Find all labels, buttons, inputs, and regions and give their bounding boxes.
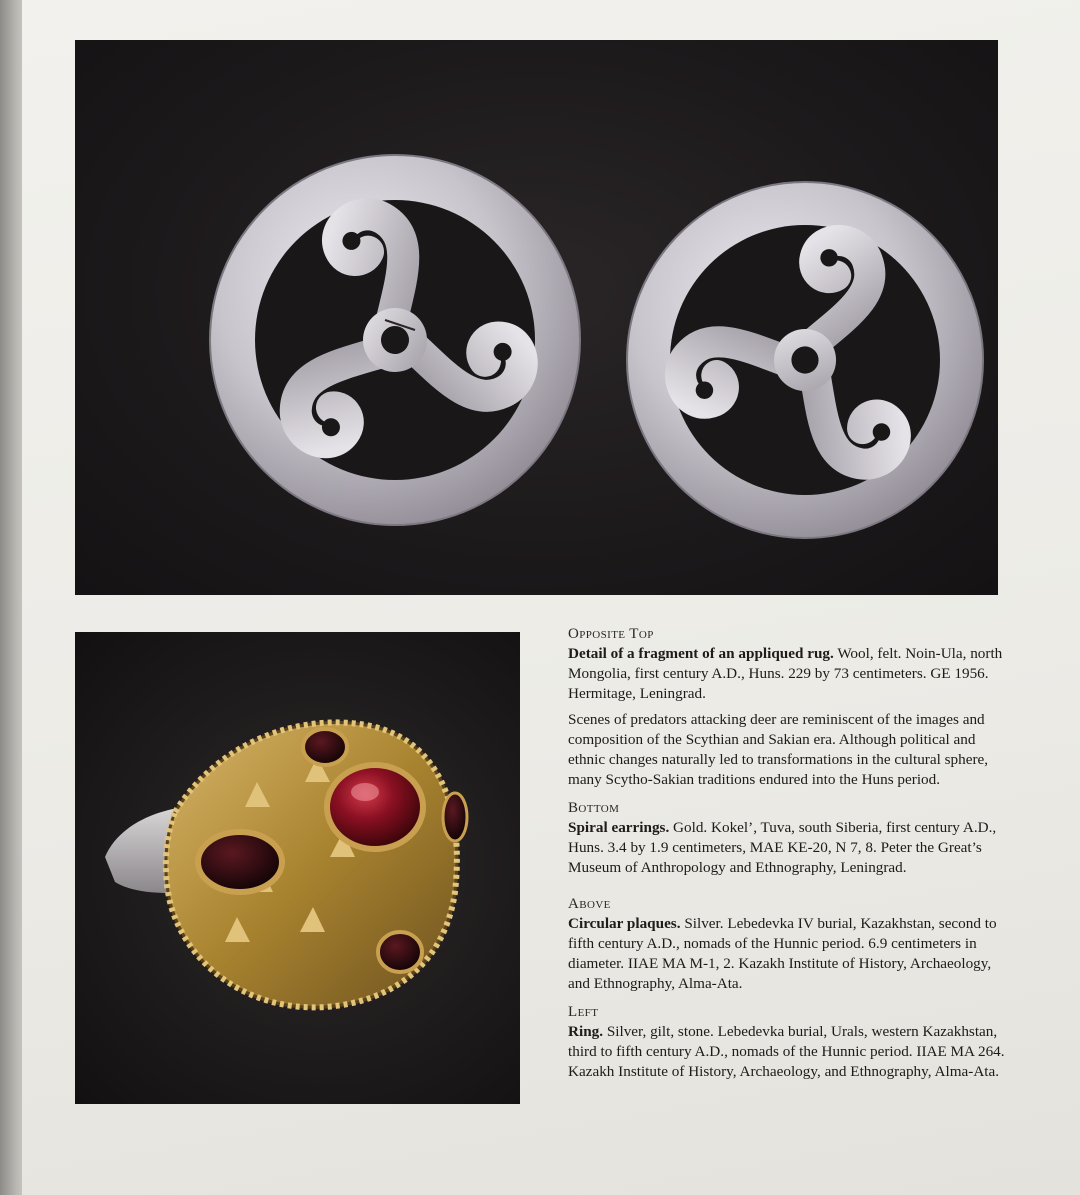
caption-label: Above	[568, 896, 611, 912]
plaque-right	[627, 182, 983, 538]
ring-illustration	[75, 632, 520, 1104]
photo-circular-plaques	[75, 40, 998, 595]
photo-ring	[75, 632, 520, 1104]
caption-label: Left	[568, 1004, 599, 1020]
caption-text: Silver, gilt, stone. Lebedevka burial, Urals, western Kazakhstan, third to fifth century A.D., nomads of the Hunnic period. IIAE MA 264. Kazakh Institute of History, Archaeology, and Ethnography, Alma-Ata.	[568, 1023, 1005, 1080]
caption-paragraph: Scenes of predators attacking deer are reminiscent of the images and composition of the Scythian and Sakian era. Although political and ethnic changes naturally led to transformations in the cultural sphere, many Scytho-Sakian traditions endured into the Huns period.	[568, 711, 989, 788]
circular-plaques-illustration	[75, 40, 998, 595]
caption-bottom	[568, 798, 1008, 878]
caption-text: Silver. Lebedevka IV burial, Kazakhstan, second to fifth century A.D., nomads of the Hunnic period. 6.9 centimeters in diameter. IIAE MA M-1, 2. Kazakh Institute of History, Archaeology, and Ethnography, Alma-Ata.	[568, 915, 997, 992]
plaque-left	[210, 155, 580, 525]
caption-title: Ring.	[568, 1023, 604, 1040]
caption-above	[568, 894, 1008, 994]
caption-body	[568, 914, 1008, 994]
caption-label: Opposite Top	[568, 626, 654, 642]
caption-left	[568, 1002, 1008, 1082]
caption-text: Gold. Kokel’, Tuva, south Siberia, first century A.D., Huns. 3.4 by 1.9 centimeters, MAE KE-20, N 7, 8. Peter the Great’s Museum of Anthropology and Ethnography, Leningrad.	[568, 819, 997, 876]
caption-title: Circular plaques.	[568, 915, 681, 932]
captions-column	[568, 624, 1008, 1082]
caption-body	[568, 644, 1008, 704]
caption-body	[568, 818, 1008, 878]
caption-title: Detail of a fragment of an appliqued rug.	[568, 645, 834, 662]
caption-title: Spiral earrings.	[568, 819, 670, 836]
caption-text: Wool, felt. Noin-Ula, north Mongolia, first century A.D., Huns. 229 by 73 centimeters. GE 1956. Hermitage, Leningrad.	[568, 645, 1003, 702]
caption-body	[568, 1022, 1008, 1082]
caption-opposite-top	[568, 624, 1008, 790]
caption-label: Bottom	[568, 800, 620, 816]
